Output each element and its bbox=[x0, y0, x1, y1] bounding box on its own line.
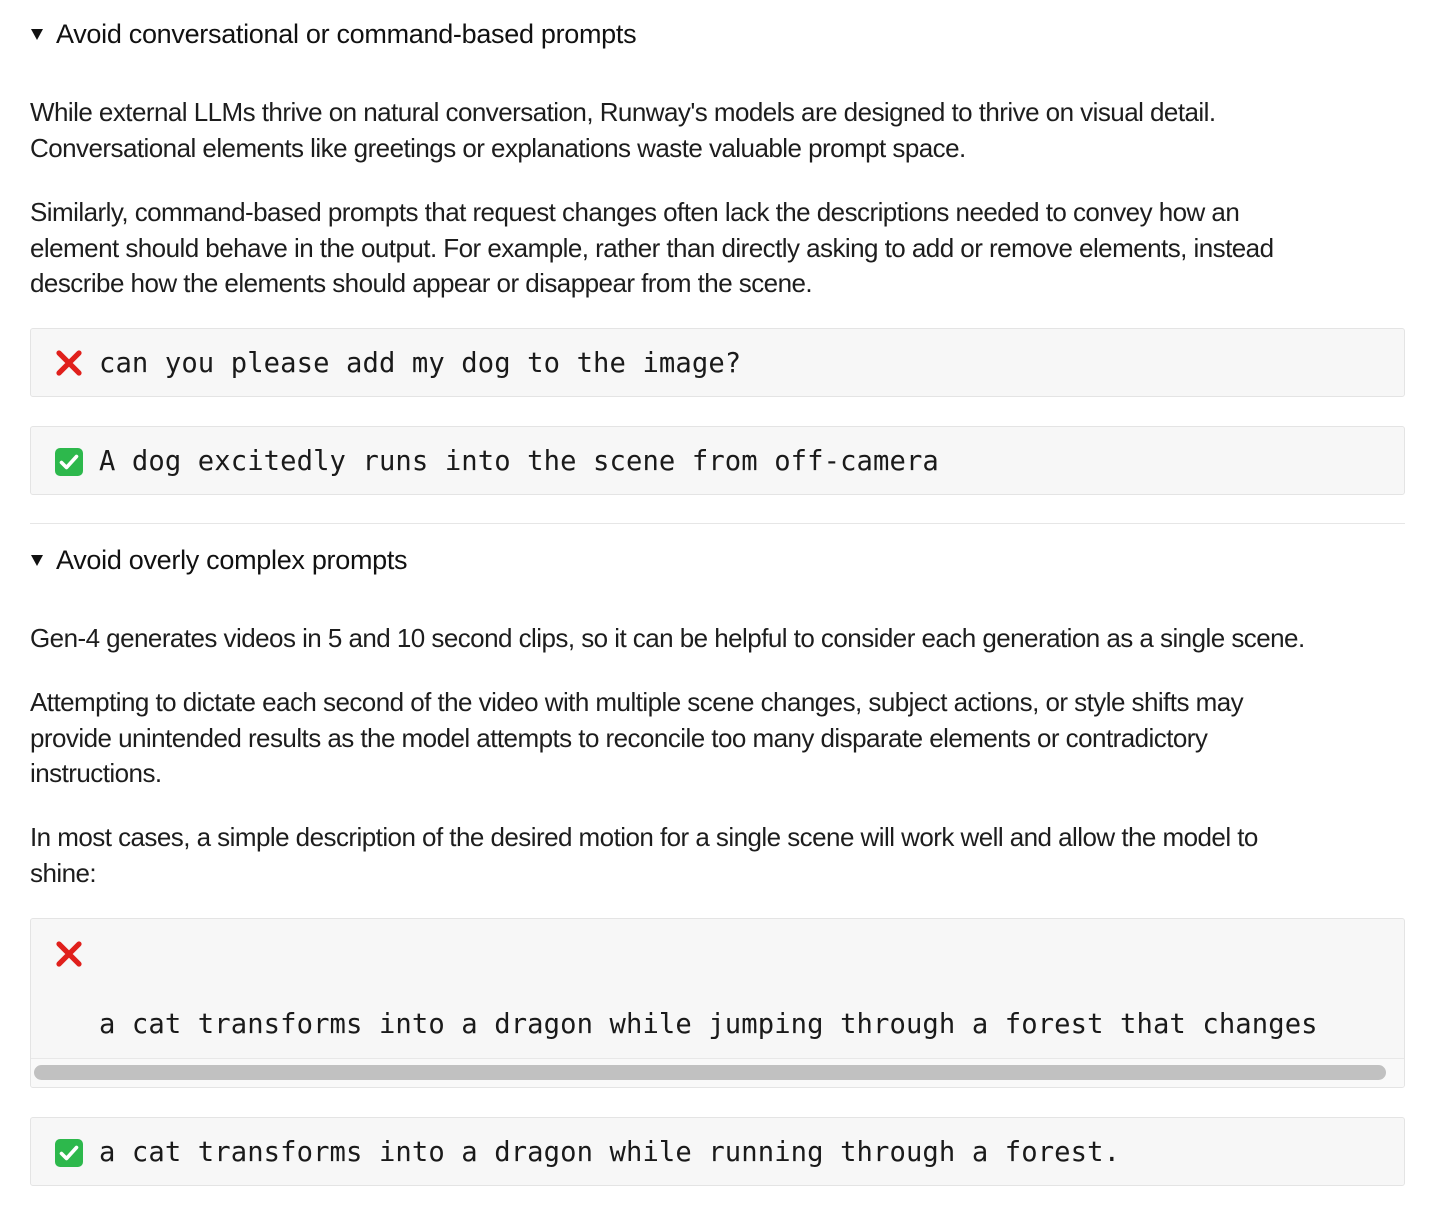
paragraph-line: provide unintended results as the model attempts to reconcile too many disparate elements or contradictory bbox=[30, 722, 1208, 753]
code-block-bad-example bbox=[30, 328, 1405, 397]
check-mark-icon bbox=[55, 448, 83, 476]
paragraph-line: shine: bbox=[30, 857, 97, 888]
paragraph-line: In most cases, a simple description of the desired motion for a single scene will work well and allow the model to bbox=[30, 822, 1258, 852]
paragraph bbox=[30, 195, 1410, 302]
paragraph bbox=[30, 820, 1410, 891]
paragraph-line: Attempting to dictate each second of the video with multiple scene changes, subject actions, or style shifts may bbox=[30, 687, 1244, 717]
code-text: A dog excitedly runs into the scene from off-camera bbox=[99, 446, 939, 477]
cross-mark-icon bbox=[55, 349, 83, 377]
paragraph bbox=[30, 685, 1410, 792]
paragraph-line: While external LLMs thrive on natural conversation, Runway's models are designed to thrive on visual detail. bbox=[30, 97, 1216, 127]
code-line: a cat transforms into a dragon while jumping through a forest that changes bbox=[99, 1009, 1318, 1040]
paragraph-line: Conversational elements like greetings or explanations waste valuable prompt space. bbox=[30, 132, 966, 163]
section-divider bbox=[30, 523, 1405, 524]
section-complex bbox=[30, 543, 1405, 577]
paragraph-line: Similarly, command-based prompts that request changes often lack the descriptions needed to convey how an bbox=[30, 197, 1240, 227]
code-block-good-example bbox=[30, 1117, 1405, 1186]
code-block-good-example bbox=[30, 426, 1405, 495]
check-mark-icon bbox=[55, 1139, 83, 1167]
section-title: Avoid conversational or command-based prompts bbox=[56, 18, 637, 49]
cross-mark-icon bbox=[55, 940, 83, 968]
code-text: a cat transforms into a dragon while running through a forest. bbox=[99, 1137, 1121, 1168]
code-block-bad-example bbox=[30, 918, 1405, 1088]
horizontal-scrollbar[interactable] bbox=[31, 1058, 1404, 1087]
section-toggle-conversational[interactable] bbox=[30, 17, 1405, 51]
caret-down-icon bbox=[31, 29, 43, 40]
section-toggle-complex[interactable] bbox=[30, 543, 1405, 577]
paragraph bbox=[30, 621, 1430, 657]
section-conversational bbox=[30, 17, 1405, 51]
section-title: Avoid overly complex prompts bbox=[56, 544, 408, 575]
paragraph-line: Gen-4 generates videos in 5 and 10 second clips, so it can be helpful to consider each generation as a single scene. bbox=[30, 623, 1305, 653]
paragraph-line: instructions. bbox=[30, 758, 162, 788]
paragraph-line: element should behave in the output. For example, rather than directly asking to add or remove elements, instead bbox=[30, 232, 1274, 263]
paragraph bbox=[30, 95, 1410, 166]
caret-down-icon bbox=[31, 555, 43, 566]
code-text: can you please add my dog to the image? bbox=[99, 348, 742, 379]
scrollbar-thumb[interactable] bbox=[34, 1065, 1386, 1080]
paragraph-line: describe how the elements should appear or disappear from the scene. bbox=[30, 268, 813, 298]
